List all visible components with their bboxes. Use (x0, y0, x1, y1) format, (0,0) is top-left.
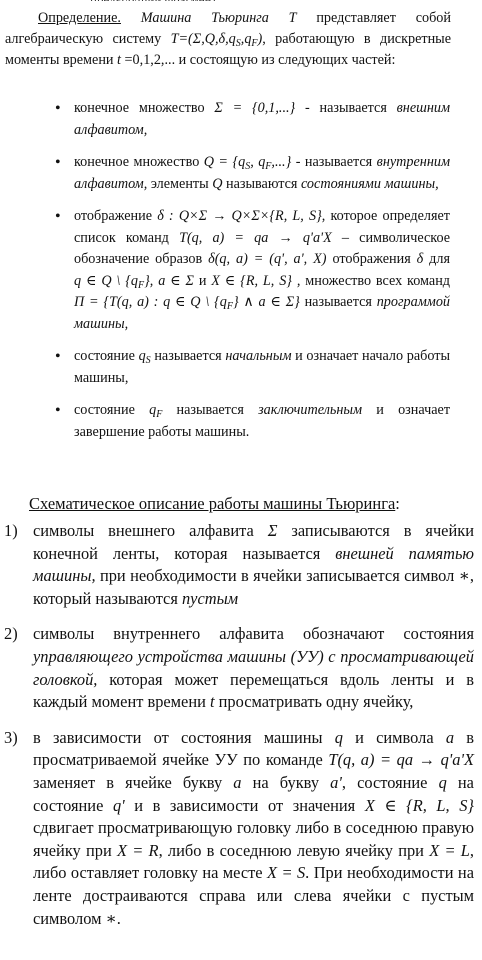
b1-set: Σ = {0,1,...} (214, 100, 296, 116)
formula-sub-f: F (251, 38, 258, 49)
s2-text-b: которая может перемещаться вдоль ленты и в каждый момент времени (33, 669, 474, 712)
schematic-title-colon: : (395, 494, 400, 513)
definition-T: T (288, 10, 297, 26)
list-item (0, 623, 474, 713)
definition-paragraph (5, 8, 451, 71)
b5-q: q (149, 402, 157, 418)
b4-text-a: состояние (74, 348, 135, 364)
b2-text-b: - называется (295, 154, 373, 170)
b3-pi-sub-f: F (226, 301, 233, 312)
b2-set-a: Q = {q (203, 154, 246, 170)
step-number: 2) (4, 624, 18, 644)
b3-text-d: отображения (332, 251, 411, 267)
formula-comma-q: ,q (240, 31, 252, 47)
b4-sub: S (145, 355, 151, 366)
definition-t: t (117, 52, 121, 68)
list-item (0, 520, 474, 610)
s3-a1: a (233, 772, 242, 792)
formula-sub-s: S (235, 38, 241, 49)
s3-x-l: X = L (429, 840, 470, 860)
b2-set-c: ,...} (271, 154, 292, 170)
s3-text-g: на состояние (33, 772, 474, 815)
list-item (0, 727, 474, 930)
b3-cond-sub-f: F (138, 279, 145, 291)
schematic-title (29, 494, 400, 514)
b4-text-b: называется (154, 348, 222, 364)
b3-image: δ(q, a) = (q', a', X) (208, 251, 327, 267)
list-item (0, 346, 450, 389)
b3-command: T(q, a) = qa → q'a'X (179, 229, 332, 246)
b3-pi-a: Π = {T(q, a) : q ∈ Q \ {q (74, 294, 227, 310)
s1-term: внешней памятью машины, (33, 543, 474, 586)
b1-text-b: - называется (305, 100, 387, 116)
s1-sigma: Σ (267, 521, 278, 540)
s1-text-c: при необходимости в ячейки записывается символ (99, 566, 455, 586)
list-item (0, 206, 450, 335)
b3-condition (74, 273, 194, 289)
s3-text-i: сдвигает просматривающую головку либо в соседнюю правую ячейку при (33, 818, 474, 860)
s3-text-a: в зависимости от состояния машины (33, 727, 323, 747)
s1-term-2: пустым (181, 588, 239, 608)
s3-text-l: . При необходимости на ленте достраиваются справа или слева ячейки с пустым символом (33, 863, 474, 928)
b5-text-b: называется (176, 402, 244, 418)
s3-text-k: , либо оставляет головку на месте (33, 840, 474, 883)
b3-text-a: отображение (74, 208, 153, 224)
s3-text-d: заменяет в ячейке букву (33, 772, 223, 792)
s1-text-b: записываются в ячейки конечной ленты, которая называется (33, 521, 474, 563)
s3-command: T(q, a) = qa → q'a'X (328, 750, 474, 770)
b2-set (204, 154, 292, 170)
b5-state (149, 402, 162, 418)
b2-term-2: состояниями машины, (300, 175, 439, 192)
s3-text-f: , состояние (341, 772, 428, 792)
b4-term: начальным (225, 348, 292, 364)
s3-star: ∗ (105, 908, 117, 928)
b2-set-sub-s: S (245, 161, 251, 172)
schematic-steps-list (0, 520, 474, 943)
formula-main: T=(Σ,Q,δ,q (170, 31, 236, 47)
list-item (0, 400, 450, 443)
b5-text-c: и означает завершение работы машины. (74, 402, 451, 440)
step-number: 1) (4, 521, 18, 540)
list-item (0, 98, 450, 141)
definition-text-3: =0,1,2,... и состоящую из следующих частей: (124, 52, 396, 68)
s3-text-j: , либо в соседнюю левую ячейку при (158, 840, 424, 860)
b2-text-d: называются (225, 175, 298, 192)
s3-text-b: и символа (355, 727, 434, 747)
formula-close: ) (257, 31, 263, 47)
s2-t: t (209, 692, 215, 712)
b2-term-1: внутренним алфавитом, (74, 154, 451, 192)
s1-star: ∗ (458, 566, 470, 586)
b1-text-a: конечное множество (74, 100, 205, 116)
s3-x-set: X ∈ {R, L, S} (364, 795, 474, 815)
step-number: 3) (4, 727, 18, 747)
s3-a: a (445, 727, 455, 747)
top-cut-fragment (90, 0, 390, 1)
b3-x-set: X ∈ {R, L, S} , (211, 272, 301, 289)
cut-text (90, 0, 217, 1)
s3-x-r: X = R (117, 840, 159, 860)
b3-text-f: множество всех команд (305, 272, 451, 289)
b3-delta: δ (416, 251, 424, 267)
b3-map: δ : Q×Σ → Q×Σ×{R, L, S}, (157, 208, 326, 224)
s3-end: . (116, 908, 121, 928)
definition-term: Машина Тьюринга (140, 10, 269, 26)
s1-text-d: , который называются (33, 566, 474, 608)
schematic-title-text: Схематическое описание работы машины Тьюринга (29, 494, 396, 513)
b2-text-a: конечное множество (74, 154, 200, 170)
b4-q: q (138, 348, 146, 364)
s3-text-c: в просматриваемой ячейке УУ по команде (33, 727, 475, 770)
b3-cond-a: q ∈ Q \ {q (74, 272, 138, 289)
b3-cond-b: }, a ∈ Σ (144, 272, 194, 289)
s3-text-h: и в зависимости от значения (134, 795, 356, 815)
b5-term: заключительным (258, 402, 363, 418)
definition-text-1: представляет собой алгебраическую систему (5, 10, 451, 47)
s3-q2: q' (112, 795, 125, 815)
s1-text-a: символы внешнего алфавита (33, 521, 254, 540)
b1-term: внешним алфавитом, (74, 100, 451, 138)
list-item (0, 152, 450, 195)
b4-text-c: и означает начало работы машины, (74, 348, 451, 386)
b3-term: программой машины, (74, 294, 451, 332)
b3-and: и (198, 272, 207, 289)
b2-set-sub-f: F (265, 161, 272, 172)
b2-text-c: элементы (150, 175, 209, 192)
b5-sub: F (156, 409, 163, 420)
s2-text-a: символы внутреннего алфавита обозначают состояния (33, 624, 474, 644)
b3-pi-b: } ∧ a ∈ Σ} (232, 294, 300, 310)
b3-text-e: для (429, 251, 450, 267)
s2-term: управляющего устройства машины (УУ) с просматривающей головкой, (33, 646, 474, 689)
b3-program-set (74, 294, 300, 310)
s3-a2: a' (330, 772, 342, 792)
b2-set-b: , q (250, 154, 266, 170)
b5-text-a: состояние (74, 402, 135, 418)
b4-state (139, 348, 151, 364)
definition-parts-list (0, 98, 450, 454)
s2-text-c: просматривать одну ячейку, (218, 692, 414, 712)
b3-text-g: называется (304, 294, 372, 310)
b3-text-b: которое определяет список команд (74, 208, 450, 246)
s3-x-s: X = S (267, 863, 306, 883)
s3-q: q (334, 727, 343, 747)
s3-text-e: на букву (252, 772, 320, 792)
b3-text-c: – символическое обозначение образов (74, 229, 451, 267)
definition-lead: Определение. (38, 10, 121, 26)
definition-formula (171, 31, 263, 47)
s3-q1: q (438, 772, 447, 792)
definition-text-2: , работающую в дискретные моменты времени (5, 31, 451, 68)
b2-q: Q (212, 175, 223, 192)
